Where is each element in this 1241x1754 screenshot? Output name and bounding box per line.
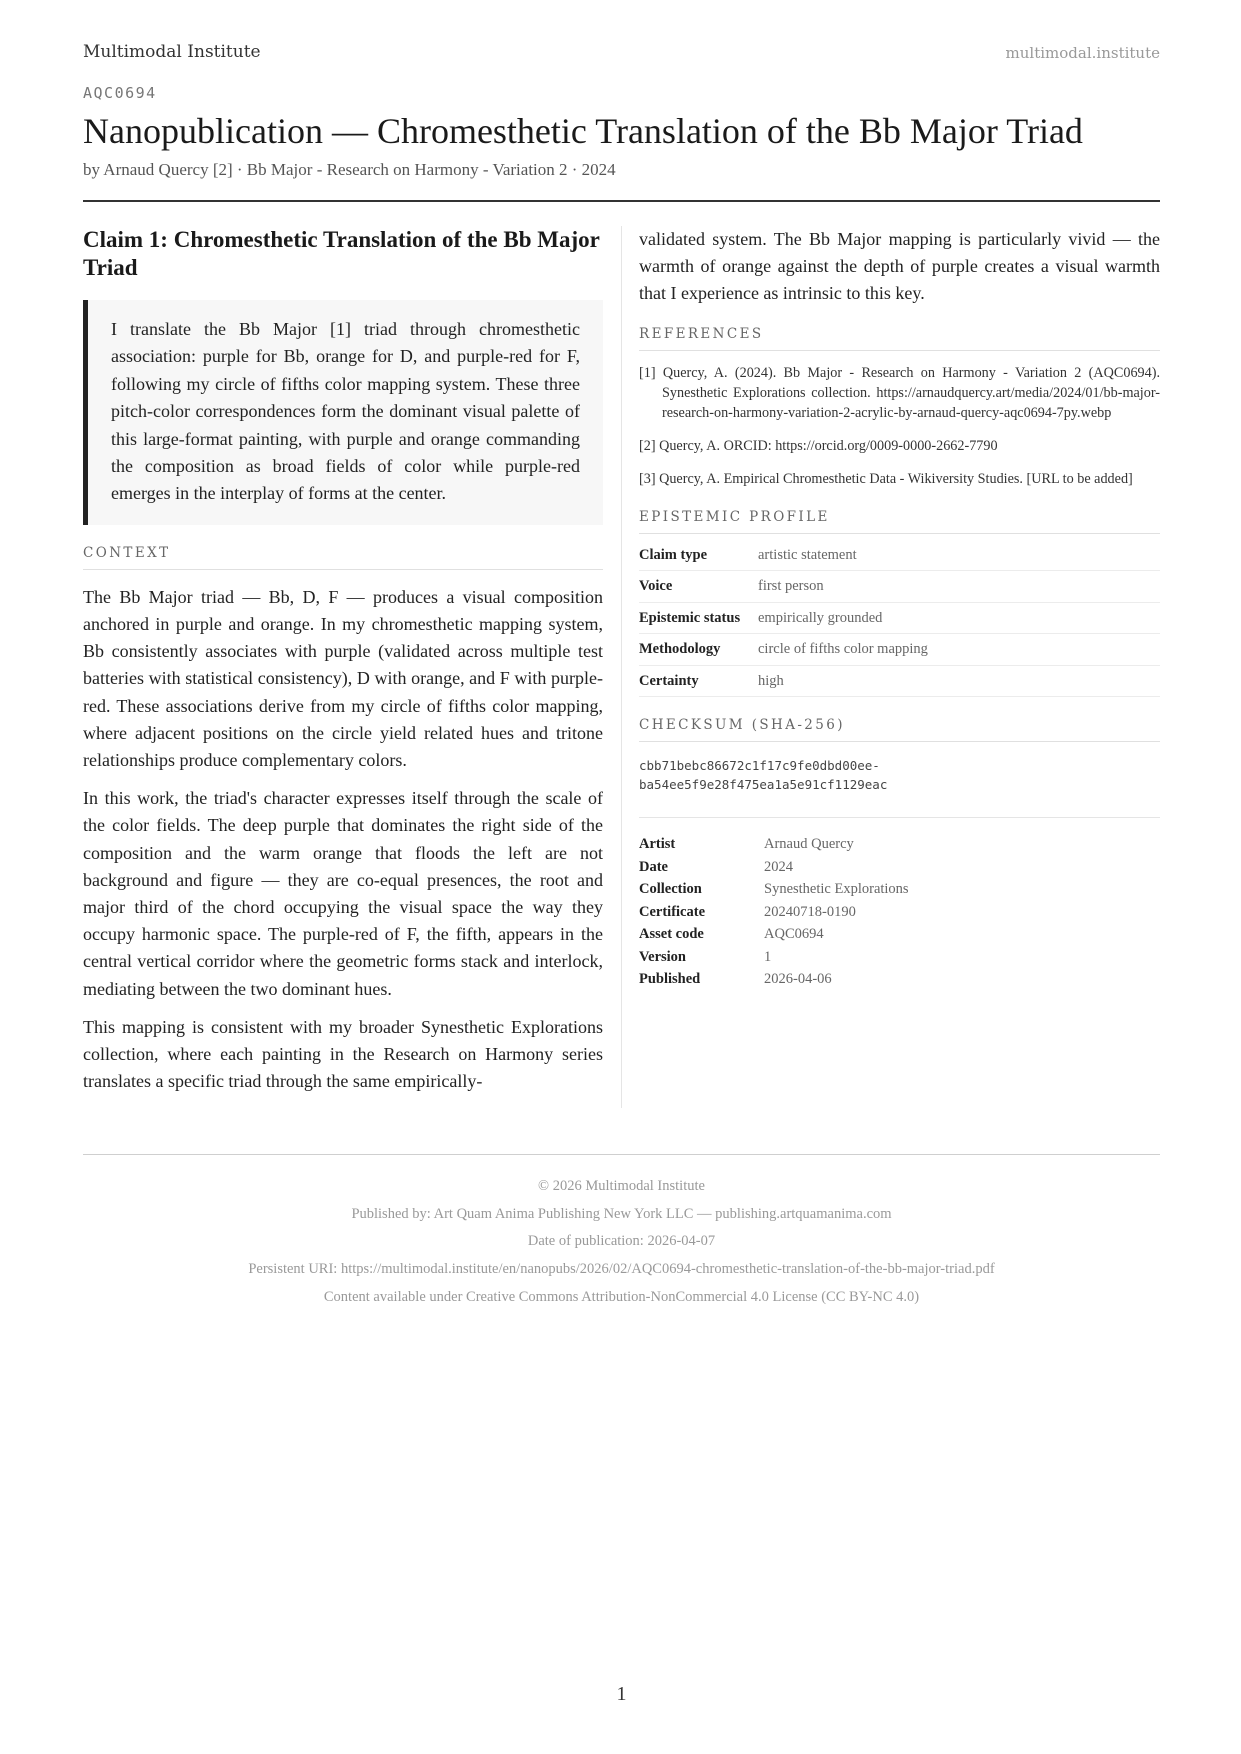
page-number: 1 <box>616 1683 627 1705</box>
reference-list <box>639 363 1160 489</box>
footer-divider <box>83 1154 1160 1155</box>
table-row <box>639 540 1160 571</box>
row-key: Artist <box>639 836 676 853</box>
checksum-value <box>639 756 1160 818</box>
row-value: circle of fifths color mapping <box>758 634 1160 666</box>
table-row <box>639 665 1160 697</box>
row-value: 2026-04-06 <box>764 971 832 988</box>
institute-name: Multimodal Institute <box>83 42 261 62</box>
references-heading: REFERENCES <box>639 326 1160 351</box>
context-paragraph: In this work, the triad's character expresses itself through the scale of the color fields. The deep purple that dominates the right side of the composition and the warm orange that floods the left are not background and figure — they are co-equal presences, the root and major third of the chord occupying the visual space the way they occupy harmonic space. The purple-red of F, the fifth, appears in the central vertical corridor where the geometric forms stack and interlock, mediating between the two dominant hues. <box>83 788 603 999</box>
checksum-line: cbb71bebc86672c1f17c9fe0dbd00ee- <box>639 758 880 774</box>
right-column <box>639 226 1160 994</box>
table-row <box>639 926 909 949</box>
row-value: artistic statement <box>758 540 1160 571</box>
row-key: Claim type <box>639 540 758 571</box>
row-key: Certainty <box>639 665 758 697</box>
context-heading: CONTEXT <box>83 545 603 570</box>
footer-persistent-uri: Persistent URI: https://multimodal.institute/en/nanopubs/2026/02/AQC0694-chromesthetic-translation-of-the-bb-major-triad.pdf <box>248 1261 995 1278</box>
row-key: Asset code <box>639 926 704 943</box>
byline: by Arnaud Quercy [2] · Bb Major - Research on Harmony - Variation 2 · 2024 <box>83 160 616 179</box>
row-value: 20240718-0190 <box>764 903 856 920</box>
metadata-table <box>639 836 909 994</box>
row-key: Published <box>639 971 701 988</box>
page-header <box>83 42 1160 66</box>
row-key: Certificate <box>639 903 706 920</box>
document-page <box>83 0 1160 1754</box>
row-value: AQC0694 <box>764 926 824 943</box>
table-row <box>639 949 909 972</box>
checksum-line: ba54ee5f9e28f475ea1a5e91cf1129eac <box>639 777 888 793</box>
row-key: Methodology <box>639 634 758 666</box>
reference-item: [3] Quercy, A. Empirical Chromesthetic Data - Wikiversity Studies. [URL to be added] <box>639 470 1133 487</box>
row-key: Date <box>639 858 668 875</box>
checksum-heading: CHECKSUM (SHA-256) <box>639 717 1160 742</box>
context-paragraph: The Bb Major triad — Bb, D, F — produces a visual composition anchored in purple and orange. In my chromesthetic mapping system, Bb consistently associates with purple (validated across multiple test batteries with statistical consistency), D with orange, and F with purple-red. These associations derive from my circle of fifths color mapping, where adjacent positions on the circle yield related hues and tritone relationships produce complementary colors. <box>83 586 603 771</box>
row-value: first person <box>758 571 1160 603</box>
table-row <box>639 859 909 882</box>
row-value: 1 <box>764 948 772 965</box>
row-key: Epistemic status <box>639 602 758 634</box>
row-key: Voice <box>639 571 758 603</box>
claim-statement: I translate the Bb Major [1] triad through chromesthetic association: purple for Bb, orange for D, and purple-red for F, following my circle of fifths color mapping system. These three pitch-color correspondences form the dominant visual palette of this large-format painting, with purple and orange commanding the composition as broad fields of color while purple-red emerges in the interplay of forms at the center. <box>83 300 603 525</box>
row-value: Synesthetic Explorations <box>764 881 909 898</box>
table-row <box>639 971 909 994</box>
page-title: Nanopublication — Chromesthetic Translation of the Bb Major Triad <box>83 111 1083 151</box>
column-divider <box>621 226 622 1108</box>
row-key: Collection <box>639 881 702 898</box>
claim-title: Claim 1: Chromesthetic Translation of the Bb Major Triad <box>83 227 600 280</box>
context-paragraph: This mapping is consistent with my broader Synesthetic Explorations collection, where each painting in the Research on Harmony series translates a specific triad through the same empirically- <box>83 1016 603 1092</box>
left-column <box>83 226 603 1096</box>
title-divider <box>83 200 1160 202</box>
footer-publisher: Published by: Art Quam Anima Publishing New York LLC — publishing.artquamanima.com <box>351 1205 892 1222</box>
table-row <box>639 602 1160 634</box>
page-footer <box>83 1173 1160 1312</box>
table-row <box>639 634 1160 666</box>
context-continuation: validated system. The Bb Major mapping is particularly vivid — the warmth of orange against the depth of purple creates a visual warmth that I experience as intrinsic to this key. <box>639 229 1160 304</box>
footer-publication-date: Date of publication: 2026-04-07 <box>527 1233 716 1250</box>
asset-code: AQC0694 <box>83 84 157 102</box>
table-row <box>639 836 909 859</box>
table-row <box>639 571 1160 603</box>
reference-item: [1] Quercy, A. (2024). Bb Major - Research on Harmony - Variation 2 (AQC0694). Synesthetic Explorations collection. https://arnaudquercy.art/media/2024/01/bb-major-research-on-harmony-variation-2-acrylic-by-arnaud-quercy-aqc0694-7py.webp <box>639 364 1160 421</box>
row-value: 2024 <box>764 858 793 875</box>
reference-item: [2] Quercy, A. ORCID: https://orcid.org/0009-0000-2662-7790 <box>639 437 998 454</box>
institute-site: multimodal.institute <box>1005 44 1160 62</box>
footer-copyright: © 2026 Multimodal Institute <box>538 1178 705 1194</box>
row-value: high <box>758 665 1160 697</box>
epistemic-profile-heading: EPISTEMIC PROFILE <box>639 509 1160 534</box>
table-row <box>639 904 909 927</box>
row-key: Version <box>639 948 686 965</box>
row-value: empirically grounded <box>758 602 1160 634</box>
row-value: Arnaud Quercy <box>764 836 854 853</box>
table-row <box>639 881 909 904</box>
footer-license: Content available under Creative Commons Attribution-NonCommercial 4.0 License (CC BY-NC 4.0) <box>323 1288 920 1305</box>
epistemic-profile-table <box>639 540 1160 698</box>
